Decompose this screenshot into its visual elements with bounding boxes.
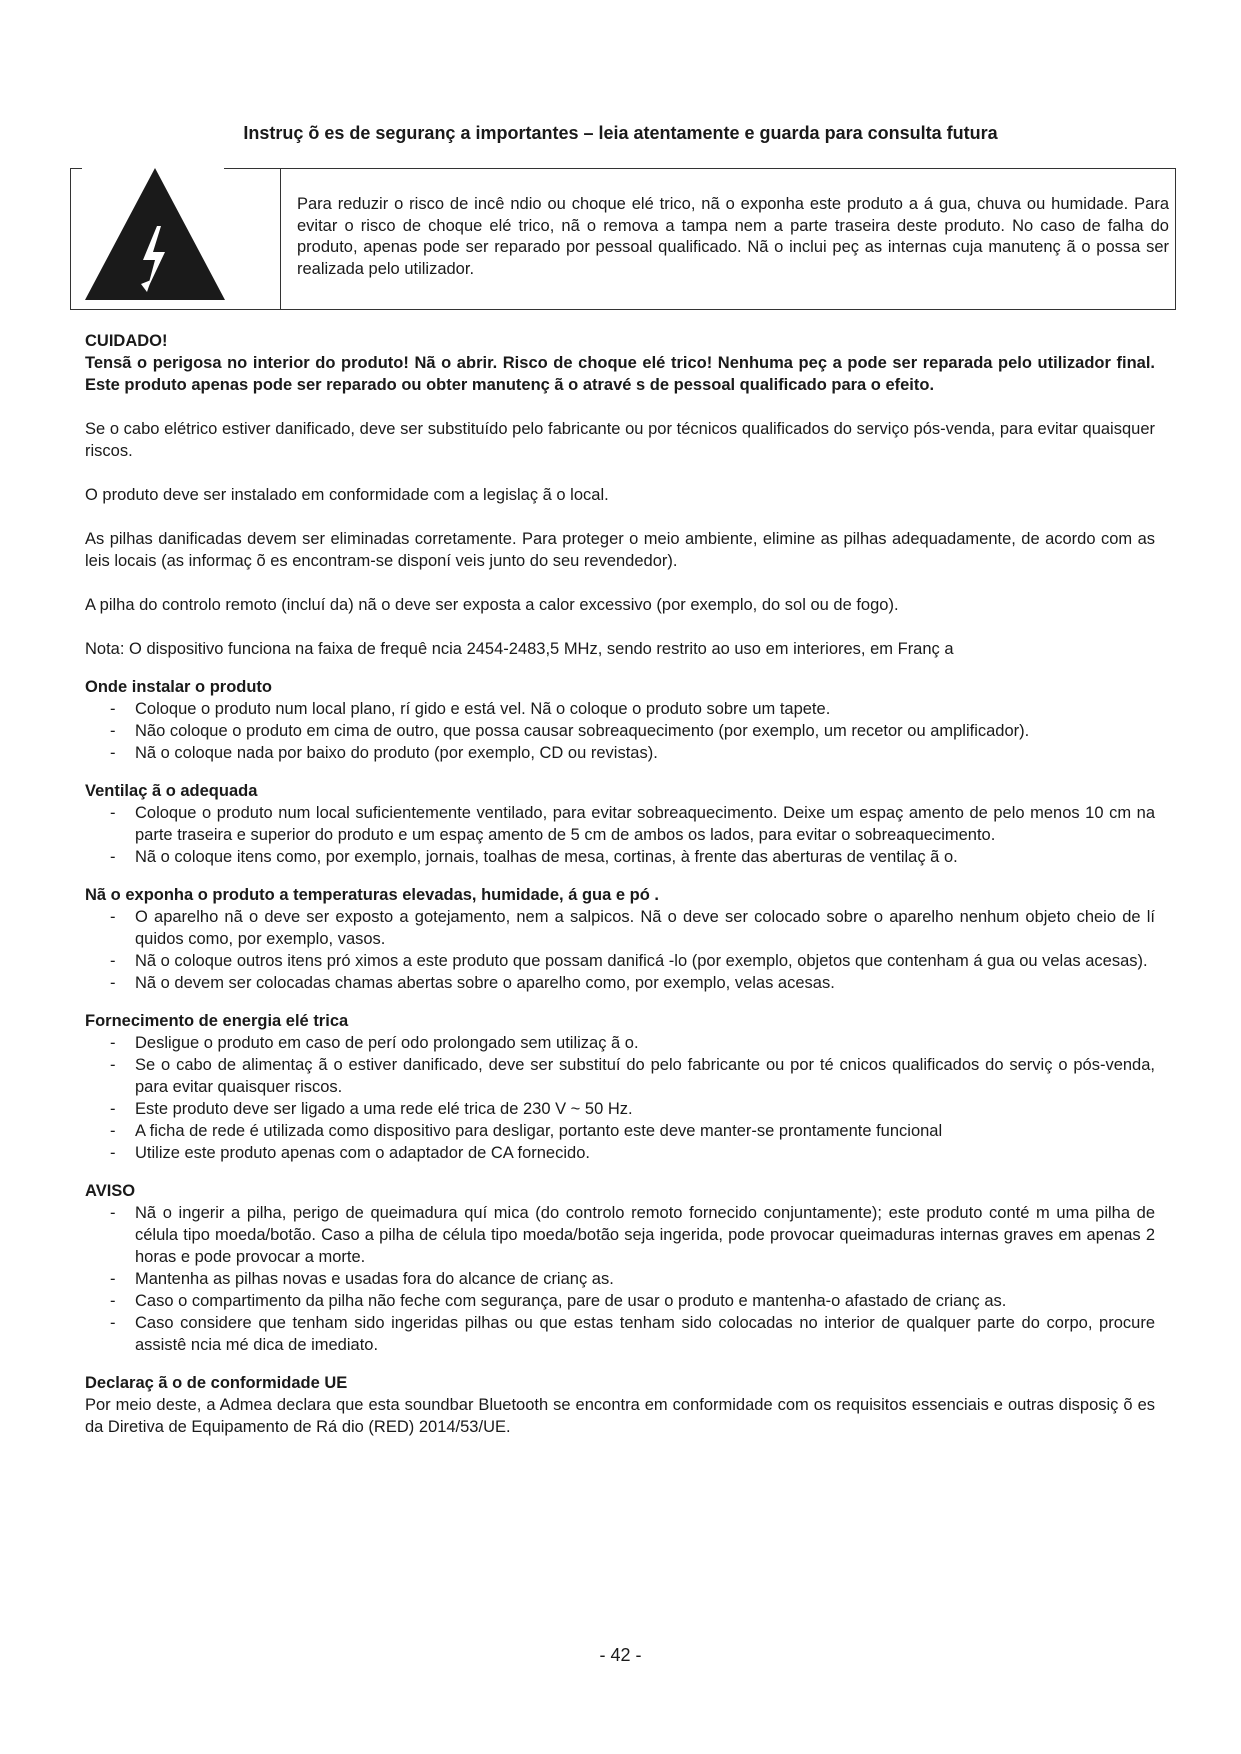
list-item: - Este produto deve ser ligado a uma rede elé trica de 230 V ~ 50 Hz. [110, 1098, 1155, 1120]
list-item: - O aparelho nã o deve ser exposto a gotejamento, nem a salpicos. Nã o deve ser colocado sobre o aparelho nenhum objeto cheio de lí quidos como, por exemplo, vasos. [110, 906, 1155, 950]
list-item: - Se o cabo de alimentaç ã o estiver danificado, deve ser substituí do pelo fabricante ou por té cnicos qualificados do serviç o pós-venda, para evitar quaisquer riscos. [110, 1054, 1155, 1098]
section-heading: Onde instalar o produto [85, 678, 273, 696]
declaration-text: Por meio deste, a Admea declara que esta soundbar Bluetooth se encontra em conformidade com os requisitos essenciais e outras disposiç õ es da Diretiva de Equipamento de Rá dio (RED) 2014/53/UE. [85, 1396, 1155, 1436]
list-item: - Nã o coloque outros itens pró ximos a este produto que possam danificá -lo (por exemplo, objetos que contenham á gua ou velas acesas). [110, 950, 1155, 972]
high-voltage-warning-icon [85, 168, 225, 300]
warning-box [70, 168, 1176, 310]
box-border-top-left [70, 168, 82, 169]
section-exposure [85, 884, 1155, 994]
list-item: - Coloque o produto num local plano, rí gido e está vel. Nã o coloque o produto sobre um tapete. [110, 698, 1155, 720]
warning-text: Para reduzir o risco de incê ndio ou choque elé trico, nã o exponha este produto a á gua, chuva ou humidade. Para evitar o risco de choque elé trico, nã o remova a tampa nem a parte traseira deste produto. No caso de falha do produto, apenas pode ser reparado por pessoal qualificado. Nã o inclui peç as internas cuja manutenç ã o possa ser realizada pelo utilizador. [297, 195, 1169, 278]
section-heading: Fornecimento de energia elé trica [85, 1012, 349, 1030]
section-ventilation [85, 780, 1155, 868]
list-item: - A ficha de rede é utilizada como dispositivo para desligar, portanto este deve manter-se prontamente funcional [110, 1120, 1155, 1142]
list-item: - Mantenha as pilhas novas e usadas fora do alcance de crianç as. [110, 1268, 1155, 1290]
section-declaration [85, 1372, 1155, 1438]
box-divider [280, 168, 281, 309]
list-item: - Nã o devem ser colocadas chamas abertas sobre o aparelho como, por exemplo, velas acesas. [110, 972, 1155, 994]
list-item: - Utilize este produto apenas com o adaptador de CA fornecido. [110, 1142, 1155, 1164]
list-item: - Desligue o produto em caso de perí odo prolongado sem utilizaç ã o. [110, 1032, 1155, 1054]
paragraph: O produto deve ser instalado em conformidade com a legislaç ã o local. [85, 486, 609, 504]
paragraph: As pilhas danificadas devem ser eliminadas corretamente. Para proteger o meio ambiente, elimine as pilhas adequadamente, de acordo com as leis locais (as informaç õ es encontram-se disponí veis junto do seu revendedor). [85, 530, 1155, 570]
section-heading: Nã o exponha o produto a temperaturas elevadas, humidade, á gua e pó . [85, 886, 659, 904]
list-item: - Coloque o produto num local suficientemente ventilado, para evitar sobreaquecimento. Deixe um espaç amento de pelo menos 10 cm na parte traseira e superior do produto e um espaç amento de 5 cm de ambos os lados, para evitar o sobreaquecimento. [110, 802, 1155, 846]
list-item: - Caso considere que tenham sido ingeridas pilhas ou que estas tenham sido colocadas no interior de qualquer parte do corpo, procure assistê ncia mé dica de imediato. [110, 1312, 1155, 1356]
section-heading: Ventilaç ã o adequada [85, 782, 258, 800]
section-power [85, 1010, 1155, 1164]
section-warning [85, 1180, 1155, 1356]
caution-text: Tensã o perigosa no interior do produto! Nã o abrir. Risco de choque elé trico! Nenhuma peç a pode ser reparada pelo utilizador final. Este produto apenas pode ser reparado ou obter manutenç ã o atravé s de pessoal qualificado para o efeito. [85, 354, 1155, 394]
section-install [85, 676, 1155, 764]
section-heading: AVISO [85, 1182, 136, 1200]
page-title: Instruç õ es de seguranç a importantes – leia atentamente e guarda para consulta futura [243, 123, 998, 143]
paragraph: Se o cabo elétrico estiver danificado, deve ser substituído pelo fabricante ou por técnicos qualificados do serviço pós-venda, para evitar quaisquer riscos. [85, 420, 1155, 460]
list-item: - Nã o coloque nada por baixo do produto (por exemplo, CD ou revistas). [110, 742, 1155, 764]
page-number: - 42 - [599, 1645, 642, 1665]
section-heading: Declaraç ã o de conformidade UE [85, 1374, 348, 1392]
paragraph: Nota: O dispositivo funciona na faixa de frequê ncia 2454-2483,5 MHz, sendo restrito ao uso em interiores, em Franç a [85, 640, 954, 658]
list-item: - Nã o ingerir a pilha, perigo de queimadura quí mica (do controlo remoto fornecido conjuntamente); este produto conté m uma pilha de célula tipo moeda/botão. Caso a pilha de célula tipo moeda/botão seja ingerida, pode provocar queimaduras internas graves em apenas 2 horas e pode provocar a morte. [110, 1202, 1155, 1268]
box-border-top-right [224, 168, 1176, 169]
list-item: - Nã o coloque itens como, por exemplo, jornais, toalhas de mesa, cortinas, à frente das aberturas de ventilaç ã o. [110, 846, 1155, 868]
list-item: - Não coloque o produto em cima de outro, que possa causar sobreaquecimento (por exemplo, um recetor ou amplificador). [110, 720, 1155, 742]
main-content [85, 330, 1155, 1438]
list-item: - Caso o compartimento da pilha não feche com segurança, pare de usar o produto e mantenha-o afastado de crianç as. [110, 1290, 1155, 1312]
caution-heading: CUIDADO! [85, 332, 168, 350]
paragraph: A pilha do controlo remoto (incluí da) nã o deve ser exposta a calor excessivo (por exemplo, do sol ou de fogo). [85, 596, 899, 614]
